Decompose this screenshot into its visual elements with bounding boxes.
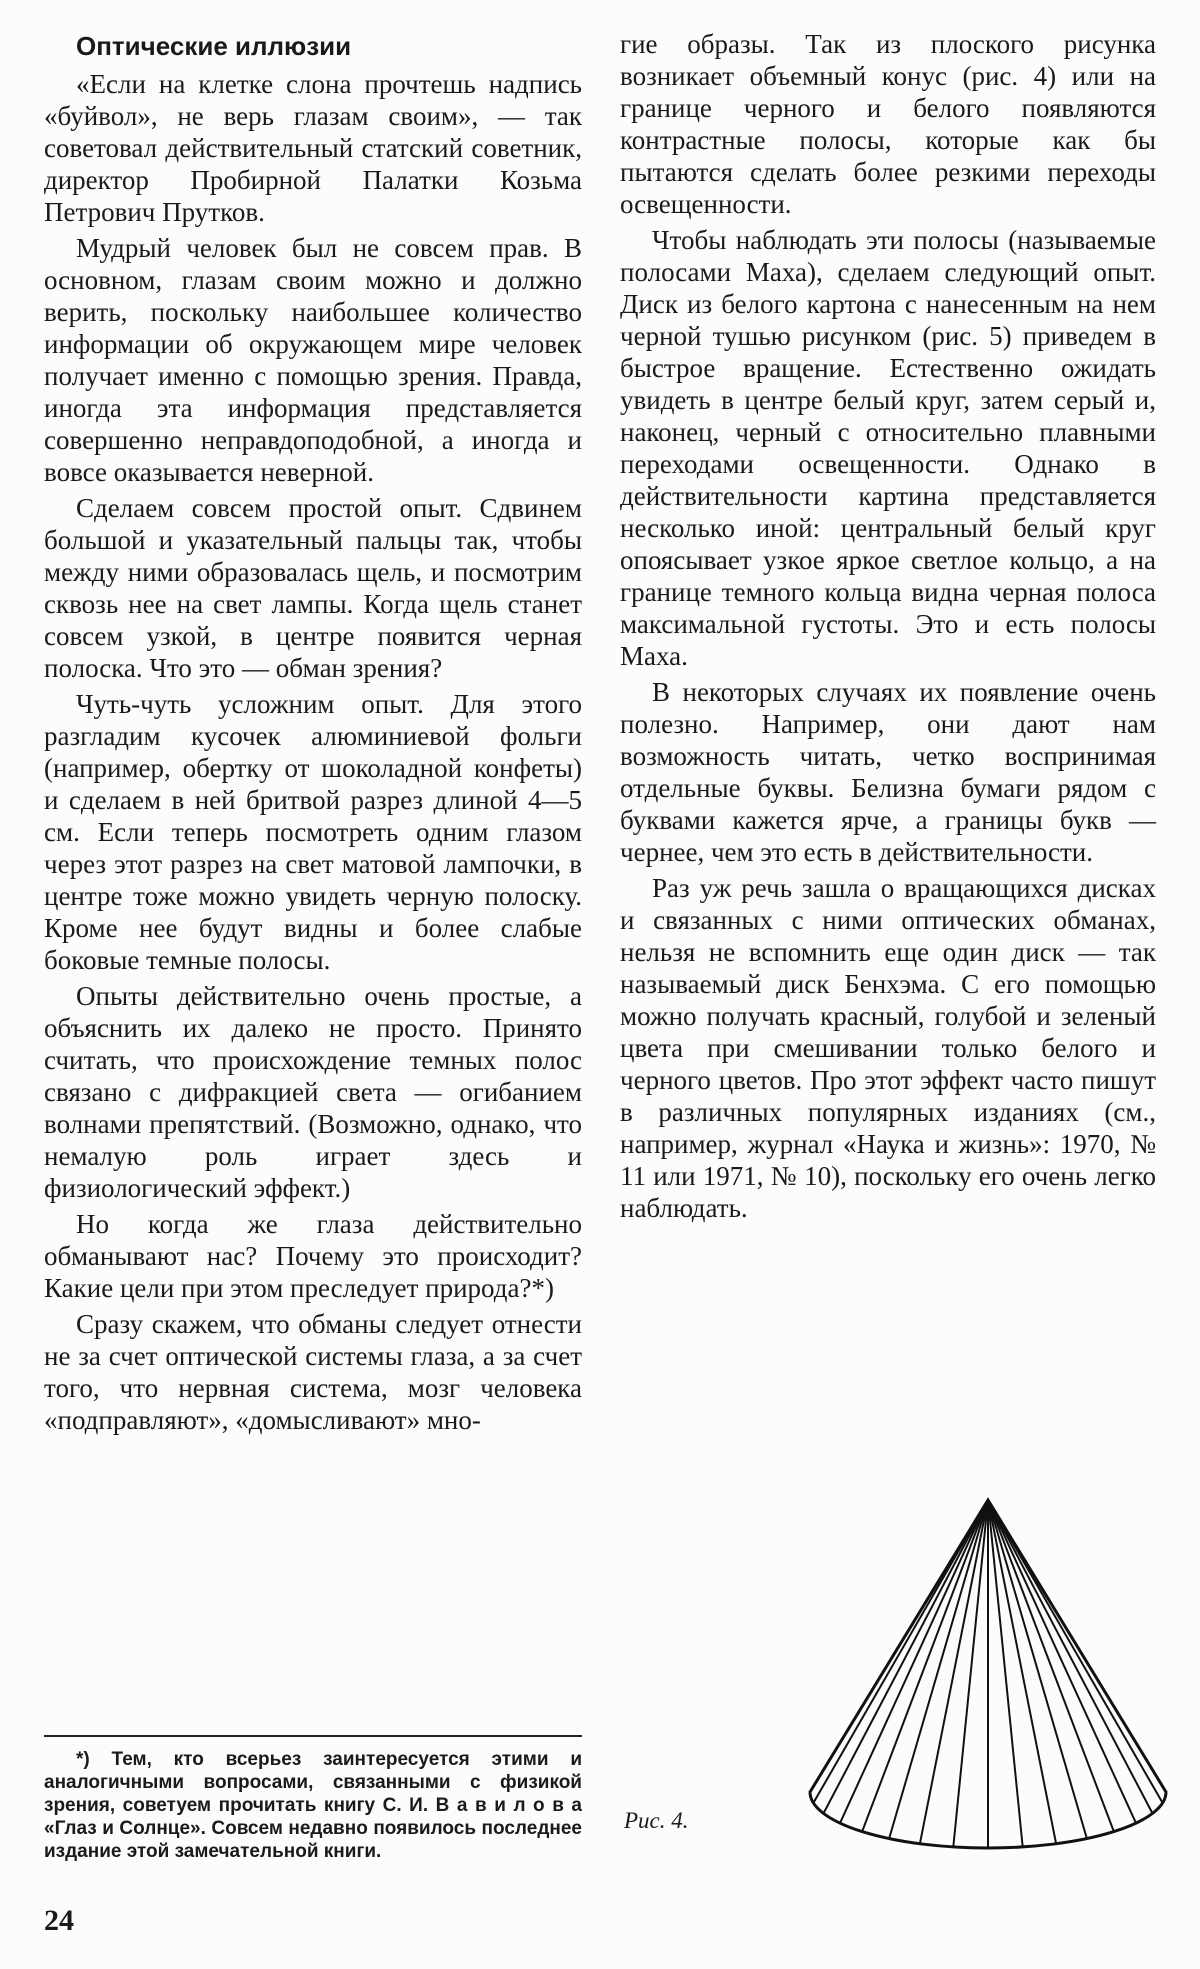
cone-line — [889, 1500, 988, 1839]
paragraph-continuation: гие образы. Так из плоского рисунка возникает объемный конус (рис. 4) или на границе черного и белого появляются контрастные полосы, которые как бы пытаются сделать более резкими переходы освещенности. — [620, 29, 1156, 219]
cone-line — [862, 1500, 988, 1832]
footnote-rule — [44, 1735, 582, 1737]
page-number: 24 — [44, 1904, 74, 1937]
article-heading: Оптические иллюзии — [76, 31, 352, 61]
paragraph: Чуть-чуть усложним опыт. Для этого разгладим кусочек алюминиевой фольги (например, обертку от шоколадной конфеты) и сделаем в ней бритвой разрез длиной 4—5 см. Если теперь посмотреть одним глазом через этот разрез на свет матовой лампочки, в центре тоже можно увидеть черную полоску. Кроме нее будут видны и более слабые боковые темные полосы. — [44, 689, 582, 975]
footnote: *) Тем, кто всерьез заинтересуется этими и аналогичными вопросами, связанными с физикой зрения, советуем прочитать книгу С. И. В а в и л о в а «Глаз и Солнце». Совсем недавно появилось последнее издание этой замечательной книги. — [44, 1749, 582, 1862]
paragraph: Опыты действительно очень простые, а объяснить их далеко не просто. Принято считать, что происхождение темных полос связано с дифракцией света — огибанием волнами препятствий. (Возможно, однако, что немалую роль играет здесь и физиологический эффект.) — [44, 981, 582, 1203]
cone-line — [988, 1500, 1056, 1844]
paragraph: Чтобы наблюдать эти полосы (называемые полосами Маха), сделаем следующий опыт. Диск из белого картона с нанесенным на нем черной тушью рисунком (рис. 5) приведем в быстрое вращение. Естественно ожидать увидеть в центре белый круг, затем серый и, наконец, черный с относительно плавными переходами освещенности. Однако в действительности картина представляется несколько иной: центральный белый круг опоясывает узкое яркое светлое кольцо, а на границе темного кольца видна черная полоса максимальной густоты. Это и есть полосы Маха. — [620, 225, 1156, 671]
right-column — [620, 28, 1156, 1228]
cone-figure — [808, 1496, 1168, 1852]
cone-line — [988, 1500, 1153, 1813]
cone-line — [840, 1500, 988, 1823]
paragraph: «Если на клетке слона прочтешь надпись «буйвол», не верь глазам своим», — так советовал действительный статский советник, директор Пробирной Палатки Козьма Петрович Прутков. — [44, 69, 582, 227]
paragraph: Но когда же глаза действительно обманывают нас? Почему это происходит? Какие цели при этом преследует природа?*) — [44, 1209, 582, 1303]
cone-line — [988, 1500, 1087, 1839]
figure-caption: Рис. 4. — [624, 1808, 689, 1833]
left-column — [44, 28, 582, 1440]
cone-line — [920, 1500, 988, 1844]
paragraph: Сразу скажем, что обманы следует отнести не за счет оптической системы глаза, а за счет того, что нервная система, мозг человека «подправляют», «домысливают» мно- — [44, 1309, 582, 1435]
cone-line — [824, 1500, 989, 1813]
cone-line — [988, 1500, 1114, 1832]
paragraph: Раз уж речь зашла о вращающихся дисках и связанных с ними оптических обманах, нельзя не вспомнить еще один диск — так называемый диск Бенхэма. С его помощью можно получать красный, голубой и зеленый цвета при смешивании только белого и черного цветов. Про этот эффект часто пишут в различных популярных изданиях (см., например, журнал «Наука и жизнь»: 1970, № 11 или 1971, № 10), поскольку его очень легко наблюдать. — [620, 873, 1156, 1223]
paragraph: Сделаем совсем простой опыт. Сдвинем большой и указательный пальцы так, чтобы между ними образовалась щель, и посмотрим сквозь нее на свет лампы. Когда щель станет совсем узкой, в центре появится черная полоска. Что это — обман зрения? — [44, 493, 582, 683]
cone-line — [988, 1500, 1136, 1823]
paragraph: В некоторых случаях их появление очень полезно. Например, они дают нам возможность читать, четко воспринимая отдельные буквы. Белизна бумаги рядом с буквами кажется ярче, а границы букв — чернее, чем это есть в действительности. — [620, 677, 1156, 867]
paragraph: Мудрый человек был не совсем прав. В основном, глазам своим можно и должно верить, поскольку наибольшее количество информации об окружающем мире человек получает именно с помощью зрения. Правда, иногда эта информация представляется совершенно неправдоподобной, а иногда и вовсе оказывается неверной. — [44, 233, 582, 487]
